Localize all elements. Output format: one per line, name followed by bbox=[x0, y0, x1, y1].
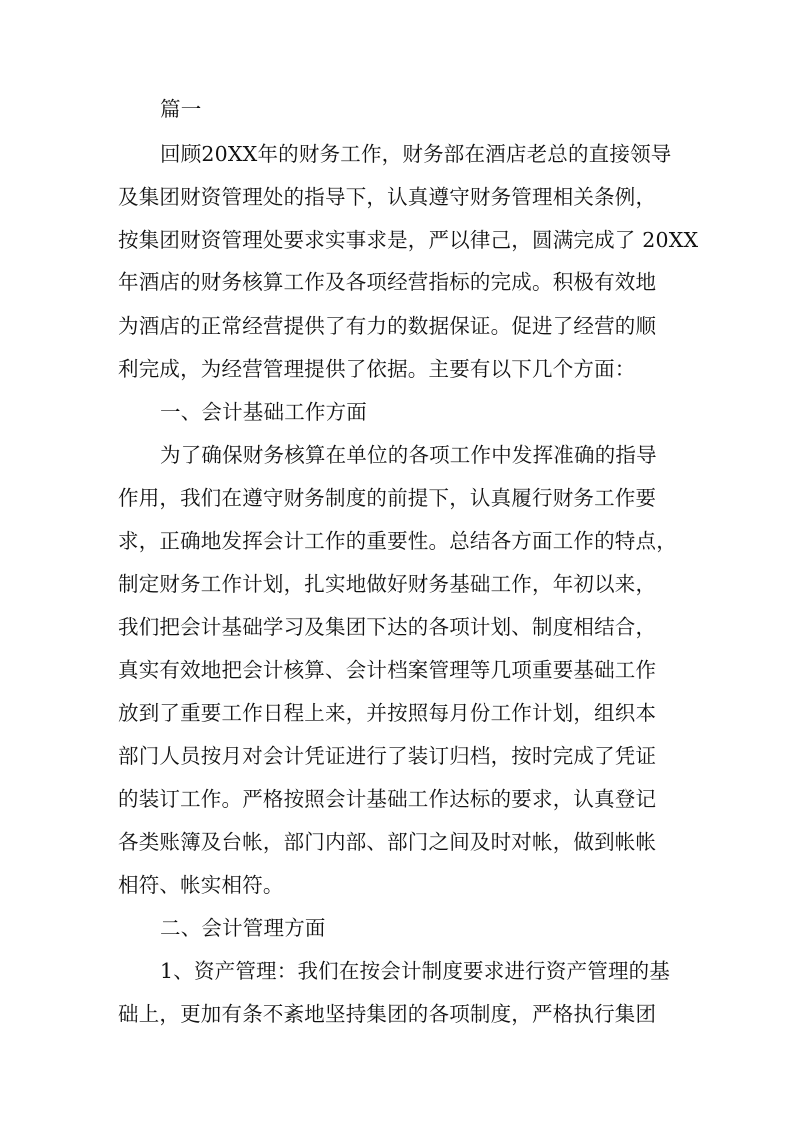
paragraph-line: 相符、帐实相符。 bbox=[118, 873, 284, 897]
paragraph-line: 真实有效地把会计核算、会计档案管理等几项重要基础工作 bbox=[118, 658, 657, 682]
paragraph-line: 为了确保财务核算在单位的各项工作中发挥准确的指导 bbox=[160, 443, 657, 467]
section-title: 一、会计基础工作方面 bbox=[160, 400, 367, 424]
paragraph-line: 各类账簿及台帐，部门内部、部门之间及时对帐，做到帐帐 bbox=[118, 830, 657, 854]
paragraph-line: 的装订工作。严格按照会计基础工作达标的要求，认真登记 bbox=[118, 787, 657, 811]
paragraph-line: 为酒店的正常经营提供了有力的数据保证。促进了经营的顺 bbox=[118, 314, 657, 338]
paragraph-line: 我们把会计基础学习及集团下达的各项计划、制度相结合， bbox=[118, 615, 657, 639]
section-title: 二、会计管理方面 bbox=[160, 916, 326, 940]
paragraph-line: 1、资产管理：我们在按会计制度要求进行资产管理的基 bbox=[160, 959, 671, 983]
paragraph-line: 制定财务工作计划，扎实地做好财务基础工作，年初以来， bbox=[118, 572, 657, 596]
document-heading: 篇一 bbox=[160, 97, 202, 121]
paragraph-line: 及集团财资管理处的指导下，认真遵守财务管理相关条例， bbox=[118, 185, 657, 209]
paragraph-line: 按集团财资管理处要求实事求是，严以律己，圆满完成了 20XX bbox=[118, 228, 699, 252]
paragraph-line: 求，正确地发挥会计工作的重要性。总结各方面工作的特点， bbox=[118, 529, 677, 553]
paragraph-line: 放到了重要工作日程上来，并按照每月份工作计划，组织本 bbox=[118, 701, 657, 725]
paragraph-line: 年酒店的财务核算工作及各项经营指标的完成。积极有效地 bbox=[118, 270, 657, 294]
paragraph-line: 作用，我们在遵守财务制度的前提下，认真履行财务工作要 bbox=[118, 486, 657, 510]
paragraph-line: 利完成，为经营管理提供了依据。主要有以下几个方面： bbox=[118, 357, 636, 381]
paragraph-line: 部门人员按月对会计凭证进行了装订归档，按时完成了凭证 bbox=[118, 744, 657, 768]
paragraph-line: 回顾20XX年的财务工作，财务部在酒店老总的直接领导 bbox=[160, 142, 672, 166]
paragraph-line: 础上，更加有条不紊地坚持集团的各项制度，严格执行集团 bbox=[118, 1002, 657, 1026]
